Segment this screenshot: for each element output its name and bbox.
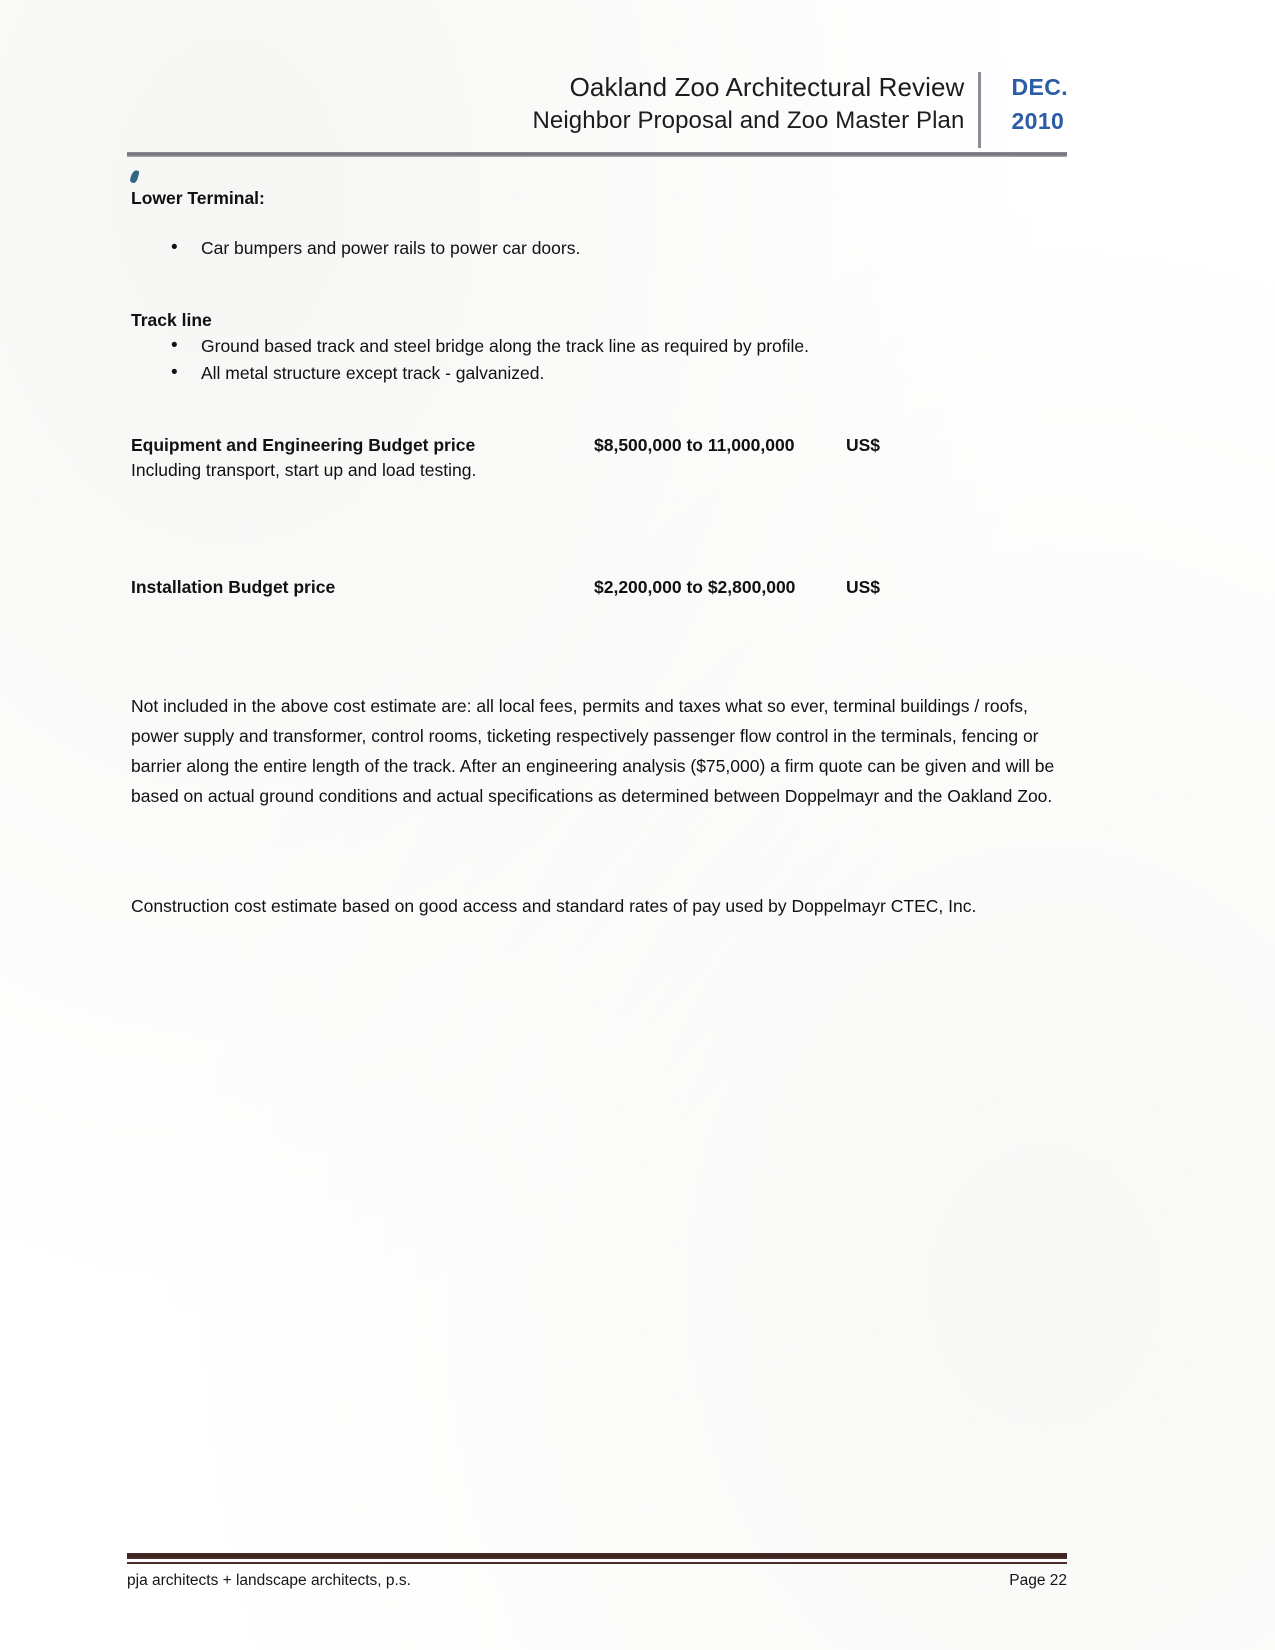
header-title-sub: Neighbor Proposal and Zoo Master Plan	[532, 107, 965, 134]
section-heading-track-line: Track line	[131, 310, 212, 330]
header-date-month: DEC.	[1011, 74, 1068, 100]
footer-firm-name: pja architects + landscape architects, p.s.	[127, 1572, 411, 1589]
footer-page-number: Page 22	[1009, 1572, 1067, 1589]
price-label: Equipment and Engineering Budget price	[131, 435, 476, 455]
paragraph-construction-basis: Construction cost estimate based on good access and standard rates of pay used by Doppelmayr CTEC, Inc.	[131, 896, 977, 916]
document-body	[131, 186, 1075, 921]
page-footer	[127, 1570, 1067, 1592]
price-row	[131, 575, 1075, 599]
price-note: Including transport, start up and load testing.	[131, 460, 477, 480]
footer-rule-thin	[127, 1562, 1067, 1564]
price-amount: $8,500,000 to 11,000,000	[594, 435, 795, 455]
footer-rule-group	[127, 1553, 1067, 1564]
page-header	[0, 70, 1275, 150]
price-currency: US$	[846, 435, 881, 455]
list-item: • All metal structure except track - galvanized.	[131, 360, 1075, 387]
price-block-installation	[131, 575, 1075, 599]
header-horizontal-rule	[127, 152, 1067, 157]
paragraph-exclusions: Not included in the above cost estimate are: all local fees, permits and taxes what so ever, terminal buildings / roofs, power supply and transformer, control rooms, ticketing respectively passenger flow control in the terminals, fencing or barrier along the entire length of the track. After an engineering analysis ($75,000) a firm quote can be given and will be based on actual ground conditions and actual specifications as determined between Doppelmayr and the Oakland Zoo.	[131, 696, 1055, 806]
price-amount: $2,200,000 to $2,800,000	[594, 577, 796, 597]
price-block-equipment	[131, 433, 1075, 483]
price-label: Installation Budget price	[131, 577, 336, 597]
header-date-group	[981, 70, 1068, 138]
header-title-group	[532, 70, 978, 137]
price-row	[131, 433, 1075, 457]
header-date-year: 2010	[1011, 108, 1065, 134]
list-item: • Ground based track and steel bridge along the track line as required by profile.	[131, 333, 1075, 360]
list-item: • Car bumpers and power rails to power car doors.	[131, 235, 1075, 262]
header-content	[532, 70, 1068, 148]
scan-artifact-mark	[129, 169, 139, 183]
price-currency: US$	[846, 577, 881, 597]
header-title-main: Oakland Zoo Architectural Review	[569, 72, 965, 102]
lower-terminal-bullet-list	[131, 235, 1075, 262]
section-heading-lower-terminal: Lower Terminal:	[131, 188, 265, 208]
track-line-bullet-list	[131, 333, 1075, 387]
